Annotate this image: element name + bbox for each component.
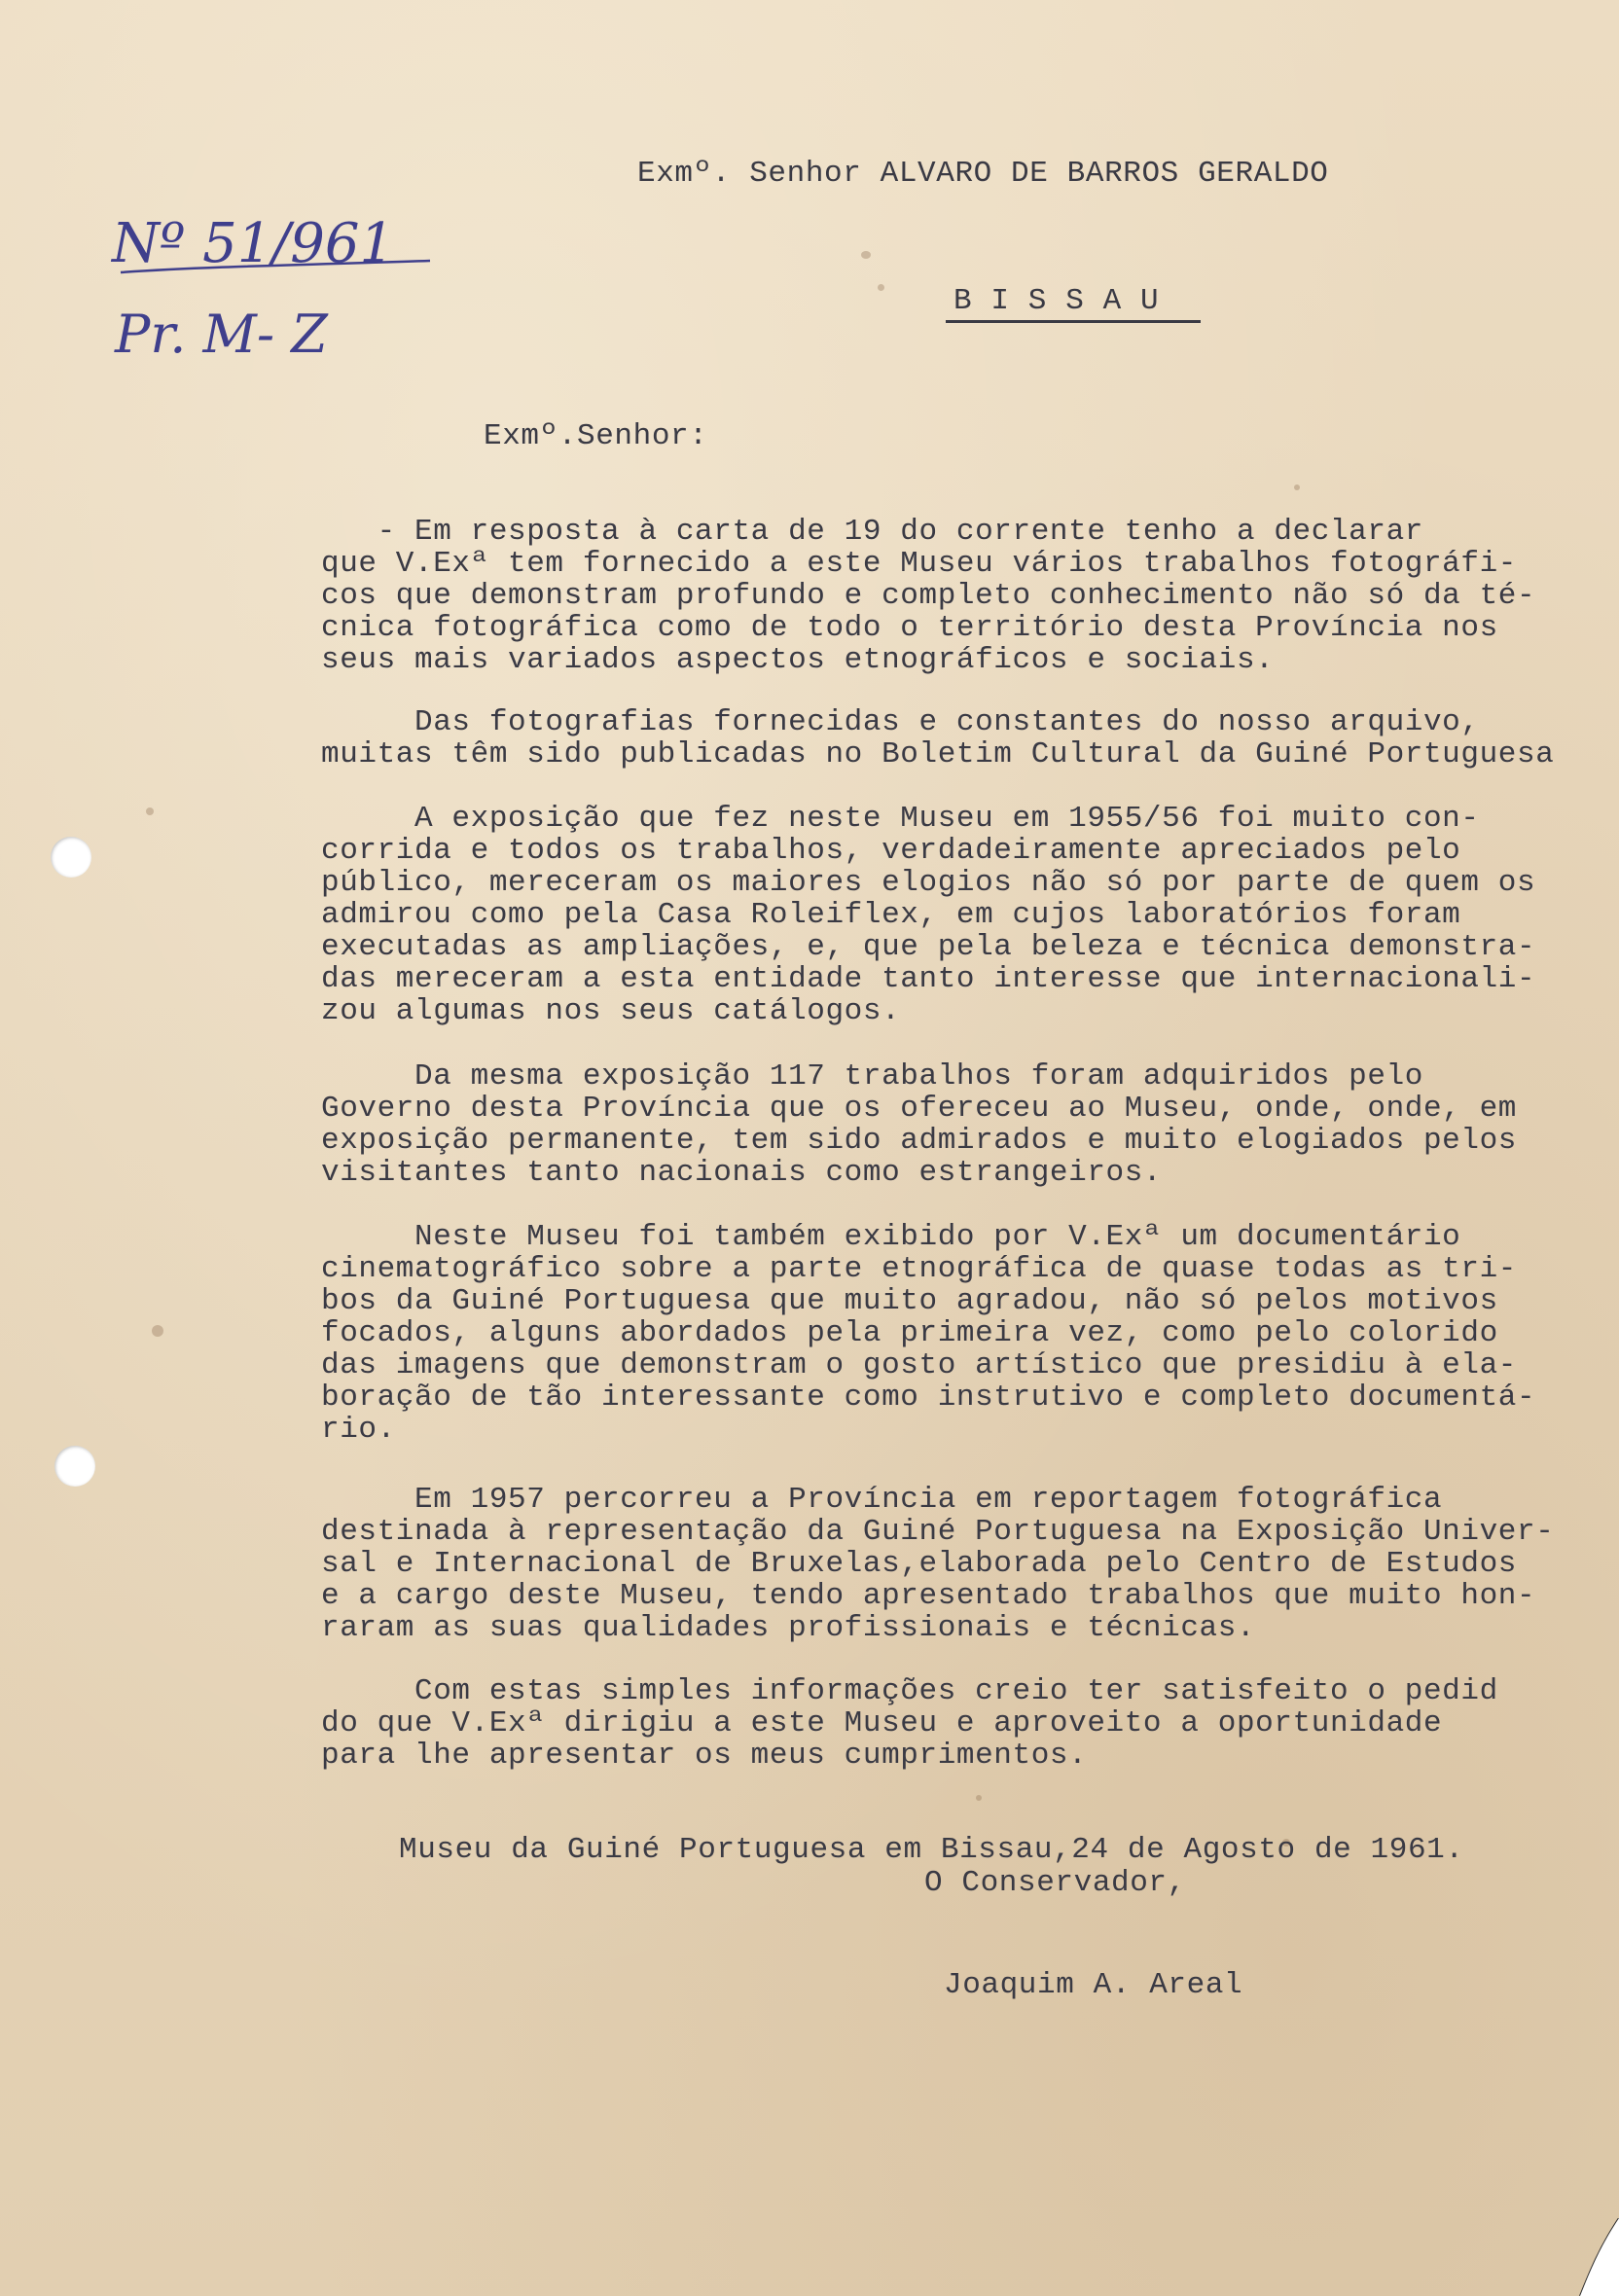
text-line: Da mesma exposição 117 trabalhos foram adquiridos pelo — [321, 1059, 1423, 1094]
text-line: boração de tão interessante como instrutivo e completo documentá- — [321, 1381, 1536, 1415]
text-line: cos que demonstram profundo e completo conhecimento não só da té- — [321, 579, 1536, 613]
text-line: público, mereceram os maiores elogios não só por parte de quem os — [321, 866, 1536, 900]
text-line: e a cargo deste Museu, tendo apresentado trabalhos que muito hon- — [321, 1579, 1536, 1613]
text-line: seus mais variados aspectos etnográficos e sociais. — [321, 643, 1275, 677]
handwritten-underline — [117, 255, 438, 278]
text-line: cinematográfico sobre a parte etnográfica de quase todas as tri- — [321, 1252, 1517, 1286]
signatory-title: O Conservador, — [924, 1866, 1186, 1900]
text-line: exposição permanente, tem sido admirados e muito elogiados pelos — [321, 1124, 1517, 1158]
place-date-line: Museu da Guiné Portuguesa em Bissau,24 de Agosto de 1961. — [399, 1833, 1464, 1867]
text-line: visitantes tanto nacionais como estrangeiros. — [321, 1156, 1163, 1190]
signatory-name: Joaquim A. Areal — [944, 1968, 1243, 2002]
text-line: Neste Museu foi também exibido por V.Exª um documentário — [321, 1220, 1461, 1254]
text-line: para lhe apresentar os meus cumprimentos. — [321, 1739, 1088, 1773]
addressee-line: Exmº. Senhor ALVARO DE BARROS GERALDO — [637, 157, 1329, 191]
paper-speck — [976, 1795, 982, 1801]
city-heading: B I S S A U — [953, 284, 1160, 318]
handwritten-number: Nº 51/961 — [112, 212, 395, 275]
text-line: executadas as ampliações, e, que pela beleza e técnica demonstra- — [321, 930, 1536, 964]
text-line: admirou como pela Casa Roleiflex, em cujos laboratórios foram — [321, 898, 1461, 932]
paper-speck — [878, 284, 884, 291]
text-line: cnica fotográfica como de todo o território desta Província nos — [321, 611, 1498, 645]
text-line: sal e Internacional de Bruxelas,elaborada pelo Centro de Estudos — [321, 1547, 1517, 1581]
text-line: muitas têm sido publicadas no Boletim Cultural da Guiné Portuguesa — [321, 737, 1555, 771]
paper-speck — [861, 251, 871, 259]
text-line: Em 1957 percorreu a Província em reportagem fotográfica — [321, 1483, 1443, 1517]
city-underline — [946, 320, 1201, 323]
text-line: corrida e todos os trabalhos, verdadeiramente apreciados pelo — [321, 834, 1461, 868]
page-corner-curl — [1561, 2218, 1619, 2296]
text-line: do que V.Exª dirigiu a este Museu e aproveito a oportunidade — [321, 1706, 1443, 1740]
handwritten-reference: Pr. M- Z — [115, 304, 328, 365]
paper-speck — [152, 1325, 163, 1337]
text-line: raram as suas qualidades profissionais e técnicas. — [321, 1611, 1256, 1645]
punch-hole — [54, 1446, 95, 1487]
text-line: que V.Exª tem fornecido a este Museu vários trabalhos fotográfi- — [321, 547, 1517, 581]
text-line: das mereceram a esta entidade tanto interesse que internacionali- — [321, 962, 1536, 996]
text-line: focados, alguns abordados pela primeira vez, como pelo colorido — [321, 1316, 1498, 1350]
punch-hole — [51, 837, 91, 878]
text-line: das imagens que demonstram o gosto artístico que presidiu à ela- — [321, 1348, 1517, 1382]
paper-speck — [1294, 484, 1300, 490]
text-line: destinada à representação da Guiné Portuguesa na Exposição Univer- — [321, 1515, 1555, 1549]
salutation: Exmº.Senhor: — [484, 419, 708, 453]
text-line: Com estas simples informações creio ter satisfeito o pedid — [321, 1674, 1498, 1708]
text-line: Governo desta Província que os ofereceu ao Museu, onde, onde, em — [321, 1092, 1517, 1126]
text-line: A exposição que fez neste Museu em 1955/56 foi muito con- — [321, 802, 1480, 836]
text-line: Das fotografias fornecidas e constantes do nosso arquivo, — [321, 705, 1480, 739]
text-line: bos da Guiné Portuguesa que muito agradou, não só pelos motivos — [321, 1284, 1498, 1318]
text-line: - Em resposta à carta de 19 do corrente tenho a declarar — [321, 515, 1423, 549]
paper-speck — [146, 807, 154, 815]
text-line: zou algumas nos seus catálogos. — [321, 994, 901, 1028]
text-line: rio. — [321, 1413, 396, 1447]
